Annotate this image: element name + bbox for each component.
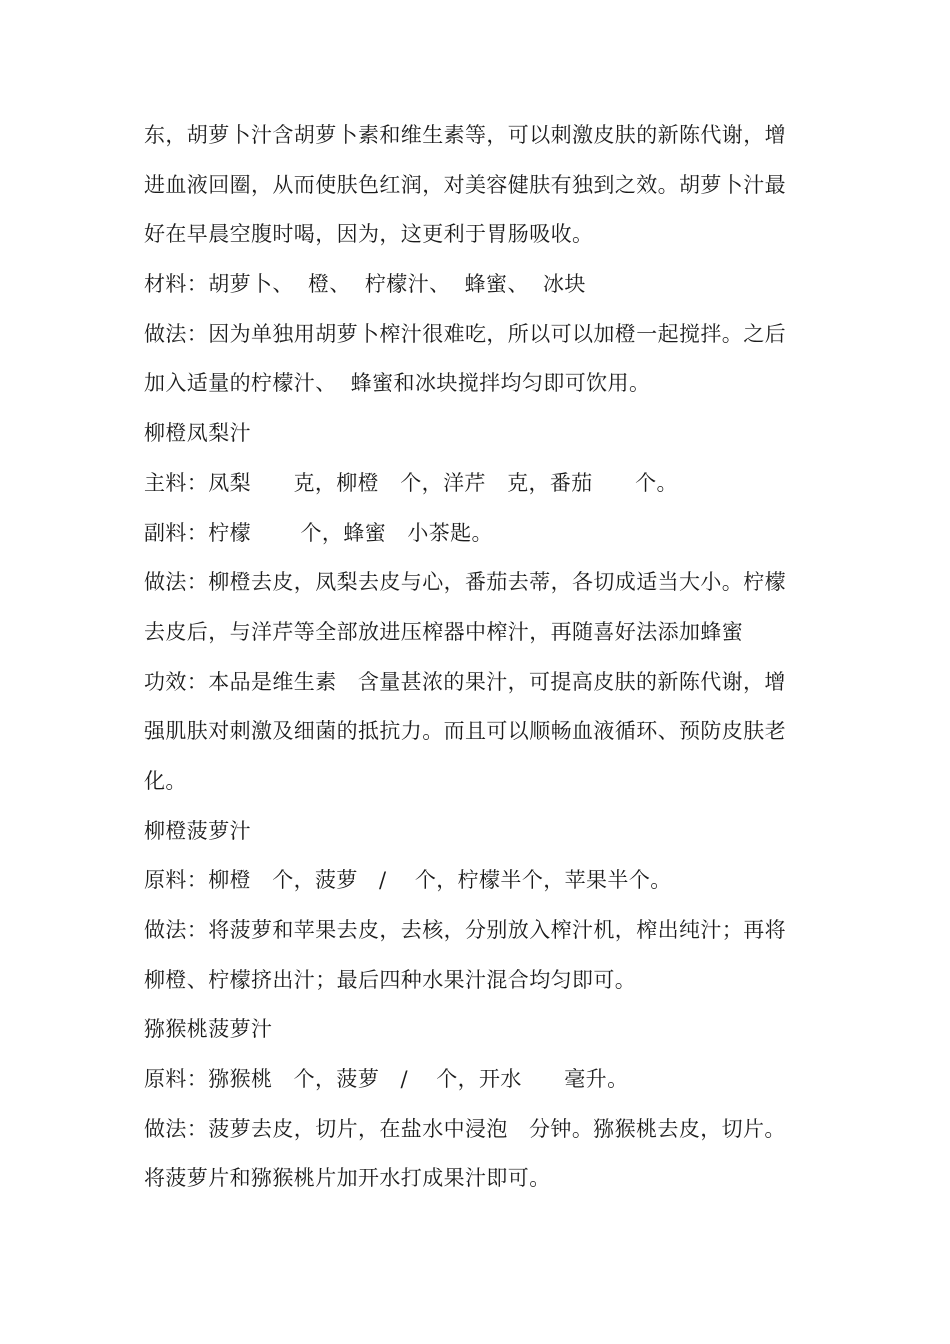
text-line: 柳橙、柠檬挤出汁；最后四种水果汁混合均匀即可。 [144,967,637,992]
text-line: 东，胡萝卜汁含胡萝卜素和维生素等，可以刺激皮肤的新陈代谢，增 [144,123,786,147]
text-line: 进血液回圈，从而使肤色红润，对美容健肤有独到之效。胡萝卜汁最 [144,172,786,197]
recipe-title: 猕猴桃菠萝汁 [144,1017,273,1042]
effect-line: 功效：本品是维生素 含量甚浓的果汁，可提高皮肤的新陈代谢，增 [144,669,786,694]
text-line: 将菠萝片和猕猴桃片加开水打成果汁即可。 [144,1166,551,1191]
ingredients-line: 材料：胡萝卜、 橙、 柠檬汁、 蜂蜜、 冰块 [144,272,586,297]
method-line: 做法：因为单独用胡萝卜榨汁很难吃，所以可以加橙一起搅拌。之后 [144,321,786,346]
text-line: 加入适量的柠檬汁、 蜂蜜和冰块搅拌均匀即可饮用。 [144,371,651,396]
document-body [144,117,814,1210]
method-line: 做法：将菠萝和苹果去皮，去核，分别放入榨汁机，榨出纯汁；再将 [144,918,786,942]
text-line: 强肌肤对刺激及细菌的抵抗力。而且可以顺畅血液循环、预防皮肤老 [144,719,786,744]
ingredients-line: 原料：柳橙 个，菠萝 / 个，柠檬半个，苹果半个。 [144,868,672,893]
text-line: 化。 [144,768,187,793]
text-line: 去皮后，与洋芹等全部放进压榨器中榨汁，再随喜好法添加蜂蜜 [144,619,744,644]
ingredients-line: 原料：猕猴桃 个，菠萝 / 个，开水 毫升。 [144,1067,629,1092]
secondary-ingredients-line: 副料：柠檬 个，蜂蜜 小茶匙。 [144,520,493,545]
text-line: 好在早晨空腹时喝，因为，这更利于胃肠吸收。 [144,222,594,247]
recipe-title: 柳橙菠萝汁 [144,818,251,843]
main-ingredients-line: 主料：凤梨 克，柳橙 个，洋芹 克，番茄 个。 [144,470,678,495]
method-line: 做法：柳橙去皮，凤梨去皮与心，番茄去蒂，各切成适当大小。柠檬 [144,570,786,595]
method-line: 做法：菠萝去皮，切片，在盐水中浸泡 分钟。猕猴桃去皮，切片。 [144,1116,786,1141]
recipe-title: 柳橙凤梨汁 [144,421,251,446]
